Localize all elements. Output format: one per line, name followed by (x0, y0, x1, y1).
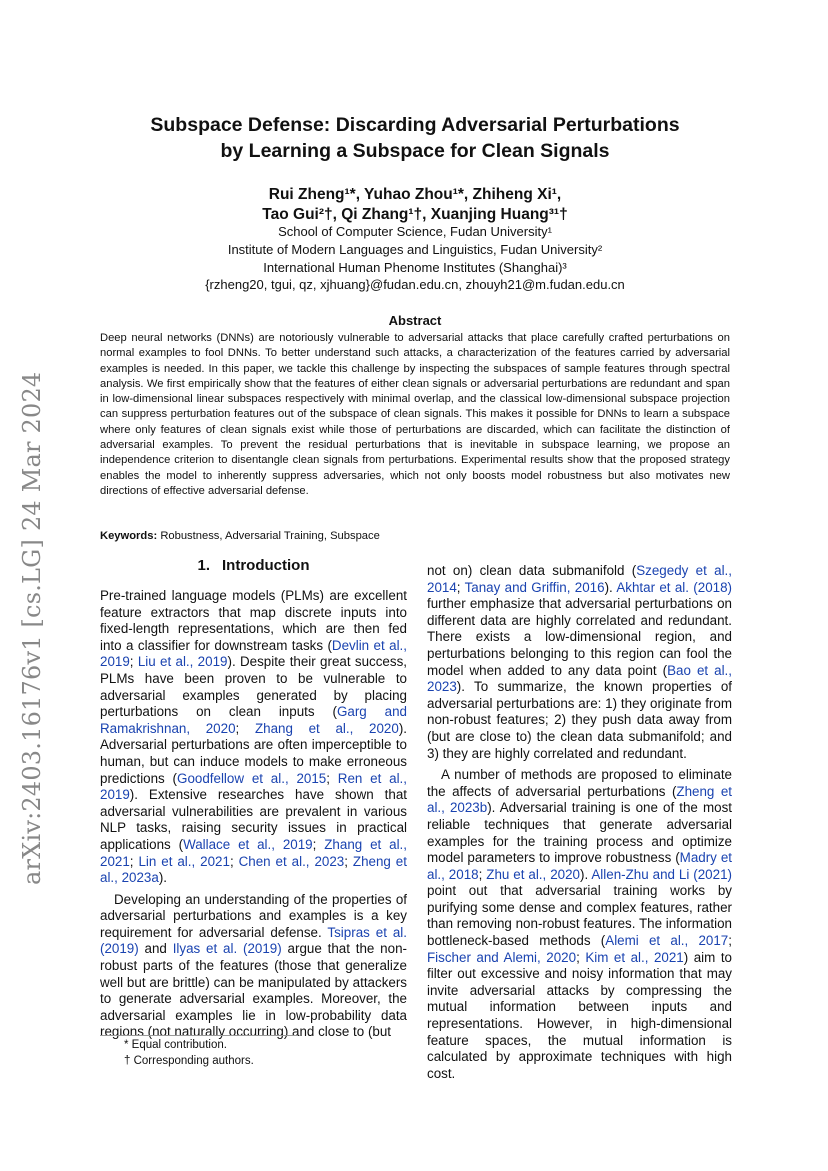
body-text: not on) clean data submanifold ( (427, 563, 637, 578)
affiliation-3: International Human Phenome Institutes (Shanghai)³ (263, 260, 567, 275)
keywords-text: Robustness, Adversarial Training, Subspace (160, 530, 380, 542)
left-column (100, 588, 407, 1046)
body-text: ). (158, 870, 168, 886)
body-text: ; (576, 949, 586, 965)
footnotes (100, 1037, 407, 1069)
citation-link[interactable]: Goodfellow et al., 2015 (177, 770, 327, 786)
abstract-heading: Abstract (388, 313, 442, 328)
citation-link[interactable]: Madry et al., 2018 (427, 850, 732, 882)
body-text: ). Adversarial training is one of the most reliable techniques that generate adversarial examples for the training process and optimize model parameters to improve robustness ( (427, 800, 732, 866)
citation-link[interactable]: Garg and Ramakrishnan, 2020 (100, 704, 407, 736)
body-text: ; (456, 579, 465, 595)
citation-link[interactable]: Fischer and Alemi, 2020 (427, 949, 577, 965)
body-text: ; (478, 866, 487, 882)
citation-link[interactable]: Zhang et al., 2020 (254, 720, 399, 736)
citation-link[interactable]: Liu et al., 2019 (137, 654, 228, 670)
paper-title-line-2: by Learning a Subspace for Clean Signals (220, 140, 610, 162)
body-text: ; (344, 853, 353, 869)
citation-link[interactable]: Wallace et al., 2019 (183, 836, 313, 852)
citation-link[interactable]: Devlin et al., 2019 (100, 637, 407, 670)
citation-link[interactable]: Zhang et al., 2021 (100, 836, 407, 869)
section-number: 1. (197, 557, 211, 574)
citation-link[interactable]: Bao et al., 2023 (427, 662, 732, 695)
paper-title-line-1: Subspace Defense: Discarding Adversarial Perturbations (150, 114, 680, 136)
author-line-2: Tao Gui²†, Qi Zhang¹†, Xuanjing Huang³¹† (262, 206, 568, 223)
body-text: Developing an understanding of the properties of adversarial perturbations and examples is a key requirement for adversarial defense. (100, 891, 407, 940)
citation-link[interactable]: Szegedy et al., 2014 (427, 563, 732, 595)
abstract-text: Deep neural networks (DNNs) are notoriously vulnerable to adversarial attacks that place carefully crafted perturbations on normal examples to fool DNNs. To better understand such attacks, a characterization of the features carried by adversarial examples is needed. In this paper, we tackle this challenge by inspecting the subspaces of sample features through spectral analysis. We first empirically show that the features of either clean signals or adversarial perturbations are redundant and span in low-dimensional linear subspaces respectively with minimal overlap, and the classical low-dimensional subspace projection can suppress perturbation features out of the subspace of clean signals. This makes it possible for DNNs to learn a subspace where only features of clean signals exist while those of perturbations are discarded, which can facilitate the distinction of adversarial examples. To prevent the residual perturbations that is inevitable in subspace learning, we propose an independence criterion to disentangle clean signals from perturbations. Experimental results show that the proposed strategy enables the model to inherently suppress adversaries, which not only boosts model robustness but also motivates new directions of effective adversarial defense. (100, 332, 730, 497)
body-text: ). (604, 579, 617, 595)
section-heading (100, 557, 407, 574)
citation-link[interactable]: Allen-Zhu and Li (2021) (591, 866, 732, 882)
citation-link[interactable]: Zheng et al., 2023a (100, 853, 407, 886)
body-text: ; (728, 933, 732, 949)
intro-paragraph-1 (100, 588, 407, 887)
body-text: ; (129, 853, 139, 869)
affiliation-2: Institute of Modern Languages and Linguistics, Fudan University² (227, 242, 603, 257)
body-text: further emphasize that adversarial perturbations on different data are highly correlated and redundant. There exists a low-dimensional region, and perturbations belonging to this region can fool the model when added to any data point ( (427, 596, 732, 678)
body-text: ; (235, 720, 255, 736)
citation-link[interactable]: Alemi et al., 2017 (605, 933, 729, 949)
citation-link[interactable]: Tanay and Griffin, 2016 (464, 579, 605, 595)
footnote-corresponding-authors: † Corresponding authors. (124, 1055, 254, 1067)
citation-link[interactable]: Ilyas et al. (2019) (172, 941, 282, 957)
body-text: point out that adversarial training works by purifying some dense and complex features, rather than removing non-robust features. The information bottleneck-based methods ( (427, 883, 732, 949)
body-text: and (138, 941, 173, 957)
body-text: Pre-trained language models (PLMs) are excellent feature extractors that map discrete inputs into fixed-length representations, which are then fed into a classifier for downstream tasks ( (100, 588, 407, 653)
body-text: ). Adversarial perturbations are often imperceptible to human, but can induce models to make erroneous predictions ( (100, 720, 407, 786)
section-title: Introduction (222, 557, 310, 574)
intro-paragraph-2 (100, 892, 407, 1041)
author-line-1: Rui Zheng¹*, Yuhao Zhou¹*, Zhiheng Xi¹, (268, 186, 562, 203)
footnote-rule (100, 1035, 298, 1036)
body-text: ; (326, 770, 338, 786)
footnote-equal-contribution: * Equal contribution. (124, 1039, 227, 1051)
body-text: ). Despite their great success, PLMs have been proven to be vulnerable to adversarial examples generated by placing perturbations on clean inputs ( (100, 654, 407, 720)
body-text: A number of methods are proposed to eliminate the affects of adversarial perturbations ( (427, 767, 732, 799)
body-text: ). Extensive researches have shown that adversarial vulnerabilities are prevalent in various NLP tasks, raising security issues in practical applications ( (100, 787, 407, 852)
right-column (427, 563, 732, 1087)
intro-paragraph-4 (427, 767, 732, 1082)
body-text: ). To summarize, the known properties of adversarial perturbations are: 1) they originate from non-robust features; 2) they push data away from (but are close to) the clean data submanifold; and 3) they are highly correlated and redundant. (427, 679, 732, 761)
affiliation-1: School of Computer Science, Fudan University¹ (278, 224, 552, 239)
citation-link[interactable]: Tsipras et al. (2019) (100, 924, 407, 957)
keywords (100, 530, 730, 542)
citation-link[interactable]: Zheng et al., 2023b (427, 783, 733, 816)
citation-link[interactable]: Akhtar et al. (2018) (616, 579, 732, 595)
body-text: argue that the non-robust parts of the features (those that generalize well but are brittle) can be manipulated by attackers to generate adversarial examples. Moreover, the adversarial examples lie in low-probability data regions (not naturally occurring) and close to (but (100, 941, 407, 1040)
body-text: ; (312, 836, 325, 852)
citation-link[interactable]: Lin et al., 2021 (138, 853, 230, 869)
keywords-label: Keywords: (100, 530, 158, 542)
arxiv-stamp: arXiv:2403.16176v1 [cs.LG] 24 Mar 2024 (18, 371, 46, 885)
intro-paragraph-3 (427, 563, 732, 762)
body-text: ). (579, 866, 592, 882)
body-text: ) aim to filter out excessive and noisy information that may invite adversarial attacks by compressing the mutual information between inputs and representations. However, in high-dimensional feature spaces, the mutual information is calculated by approximate techniques with high cost. (427, 949, 732, 1081)
author-emails: {rzheng20, tgui, qz, xjhuang}@fudan.edu.cn, zhouyh21@m.fudan.edu.cn (205, 277, 625, 292)
citation-link[interactable]: Zhu et al., 2020 (486, 866, 580, 882)
body-text: ; (129, 654, 138, 670)
citation-link[interactable]: Chen et al., 2023 (238, 853, 345, 869)
citation-link[interactable]: Kim et al., 2021 (585, 949, 684, 965)
body-text: ; (229, 853, 239, 869)
citation-link[interactable]: Ren et al., 2019 (100, 770, 407, 803)
